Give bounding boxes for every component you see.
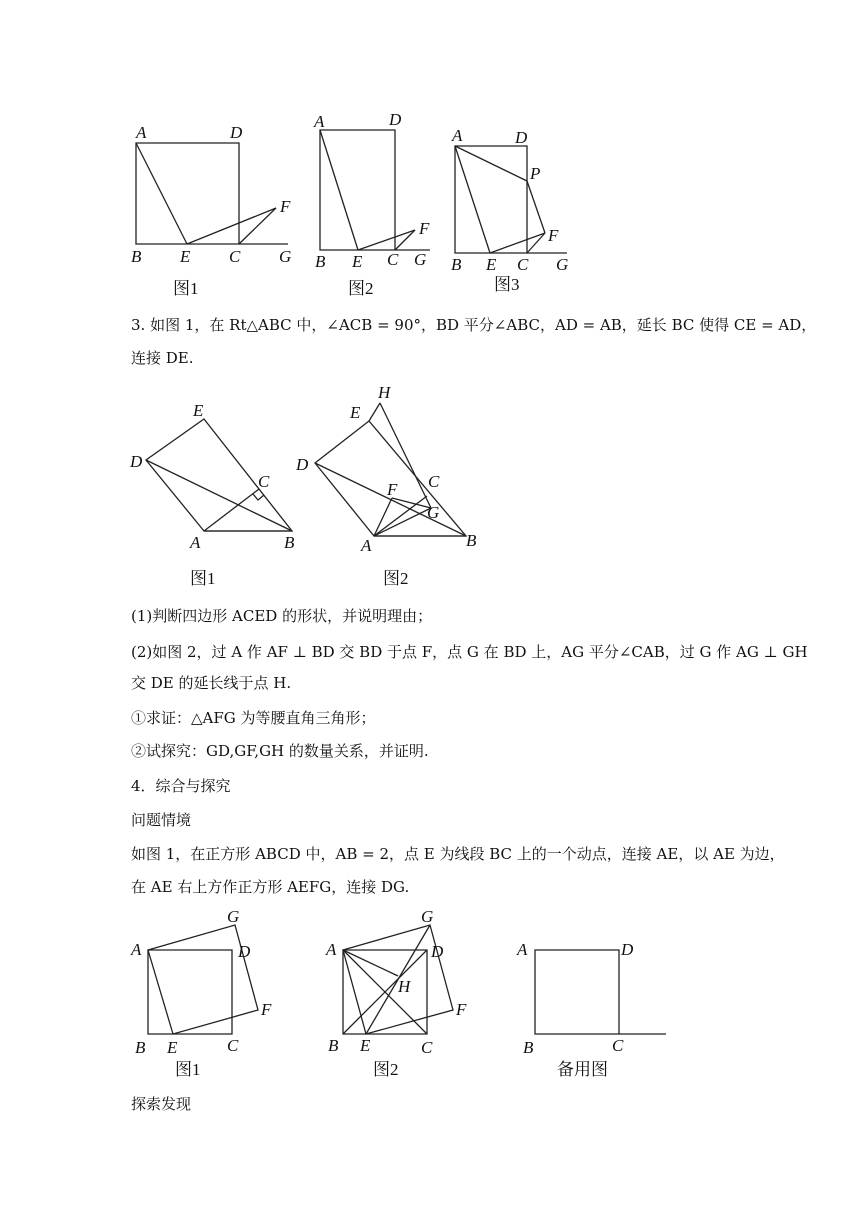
- label-d: D: [238, 942, 251, 961]
- caption: 图3: [494, 275, 520, 294]
- label-c: C: [227, 1036, 239, 1055]
- p4-figure-1: [130, 907, 272, 1079]
- square-abcd: [535, 950, 619, 1034]
- label-e: E: [167, 1038, 178, 1057]
- p4-stem-line2: 在 AE 右上方作正方形 AEFG，连接 DG.: [131, 878, 410, 896]
- segment-ef: [187, 208, 276, 244]
- segment-ac: [374, 496, 427, 536]
- caption: 备用图: [557, 1060, 608, 1079]
- label-a: A: [361, 536, 372, 555]
- label-d: D: [515, 128, 528, 147]
- quad-outline: [315, 421, 466, 536]
- right-angle-mark: [253, 494, 264, 500]
- top-figure-3: [451, 126, 568, 294]
- label-e: E: [486, 255, 497, 274]
- label-b: B: [135, 1038, 146, 1057]
- segment-ag: [374, 508, 431, 536]
- label-g: G: [279, 247, 292, 266]
- label-f: F: [261, 1000, 272, 1019]
- label-f: F: [548, 226, 559, 245]
- label-h: H: [378, 383, 391, 402]
- p3-question-1: (1)判断四边形 ACED 的形状，并说明理由；: [131, 607, 433, 625]
- p3-figure-2: [295, 383, 477, 588]
- caption: 图2: [383, 569, 409, 588]
- label-e: E: [193, 401, 204, 420]
- label-h: H: [398, 977, 411, 996]
- label-c: C: [612, 1036, 624, 1055]
- p3-question-2-line1: (2)如图 2，过 A 作 AF ⊥ BD 交 BD 于点 F，点 G 在 BD 上，AG 平分∠CAB，过 G 作 AG ⊥ GH: [131, 643, 808, 661]
- label-b: B: [451, 255, 462, 274]
- label-p: P: [530, 164, 541, 183]
- label-a: A: [131, 940, 142, 959]
- caption: 图2: [373, 1060, 399, 1079]
- p4-title: 4．综合与探究: [131, 777, 231, 795]
- label-b: B: [315, 252, 326, 271]
- label-c: C: [387, 250, 399, 269]
- label-b: B: [284, 533, 295, 552]
- label-e: E: [350, 403, 361, 422]
- label-f: F: [456, 1000, 467, 1019]
- top-figure-1: [131, 123, 291, 298]
- segment-ae: [320, 130, 358, 250]
- p3-question-2b: ②试探究：GD,GF,GH 的数量关系，并证明.: [131, 742, 429, 760]
- p4-figure-2: [325, 907, 467, 1079]
- segment-ap: [455, 146, 527, 181]
- label-g: G: [427, 503, 440, 522]
- label-g: G: [227, 907, 240, 926]
- p4-next-section: 探索发现: [131, 1095, 192, 1113]
- top-figure-2: [313, 110, 430, 298]
- segment-ae: [455, 146, 490, 253]
- label-b: B: [523, 1038, 534, 1057]
- segment-fc: [239, 208, 276, 244]
- label-b: B: [466, 531, 477, 550]
- label-c: C: [421, 1038, 433, 1057]
- label-e: E: [360, 1036, 371, 1055]
- segment-pf: [527, 181, 545, 233]
- label-a: A: [314, 112, 325, 131]
- segment-eh: [369, 403, 380, 421]
- p3-stem-line1: 3. 如图 1，在 Rt△ABC 中，∠ACB = 90°，BD 平分∠ABC，AD = AB，延长 BC 使得 CE = AD，: [131, 316, 817, 334]
- label-d: D: [296, 455, 309, 474]
- label-f: F: [419, 219, 430, 238]
- rectangle-abcd: [455, 146, 527, 253]
- p3-stem-line2: 连接 DE.: [131, 349, 194, 367]
- label-a: A: [136, 123, 147, 142]
- quad-outline: [146, 419, 292, 531]
- label-e: E: [180, 247, 191, 266]
- p4-figure-backup: [516, 940, 666, 1079]
- label-c: C: [428, 472, 440, 491]
- segment-af: [374, 498, 392, 536]
- p3-figure-1: [129, 401, 295, 588]
- label-c: C: [258, 472, 270, 491]
- rectangle-abcd: [320, 130, 395, 250]
- segment-ac: [204, 489, 259, 531]
- label-f: F: [280, 197, 291, 216]
- label-c: C: [517, 255, 529, 274]
- label-d: D: [130, 452, 143, 471]
- label-b: B: [131, 247, 142, 266]
- label-f: F: [387, 480, 398, 499]
- label-c: C: [229, 247, 241, 266]
- segment-ef: [358, 230, 415, 250]
- segment-db: [315, 463, 466, 536]
- segment-ae: [136, 143, 187, 244]
- caption: 图1: [175, 1060, 201, 1079]
- label-a: A: [452, 126, 463, 145]
- caption: 图1: [173, 279, 199, 298]
- label-a: A: [326, 940, 337, 959]
- caption: 图2: [348, 279, 374, 298]
- label-d: D: [389, 110, 402, 129]
- caption: 图1: [190, 569, 216, 588]
- label-d: D: [230, 123, 243, 142]
- label-b: B: [328, 1036, 339, 1055]
- p4-stem-line1: 如图 1，在正方形 ABCD 中，AB = 2，点 E 为线段 BC 上的一个动点，连接 AE，以 AE 为边，: [131, 845, 785, 863]
- label-g: G: [421, 907, 434, 926]
- p3-question-2a: ①求证：△AFG 为等腰直角三角形；: [131, 709, 376, 727]
- label-a: A: [517, 940, 528, 959]
- label-g: G: [556, 255, 569, 274]
- label-d: D: [431, 942, 444, 961]
- segment-ah: [343, 950, 398, 976]
- label-g: G: [414, 250, 427, 269]
- label-e: E: [352, 252, 363, 271]
- p3-question-2-line2: 交 DE 的延长线于点 H.: [131, 674, 292, 692]
- p4-section-heading: 问题情境: [131, 811, 192, 829]
- label-a: A: [190, 533, 201, 552]
- label-d: D: [621, 940, 634, 959]
